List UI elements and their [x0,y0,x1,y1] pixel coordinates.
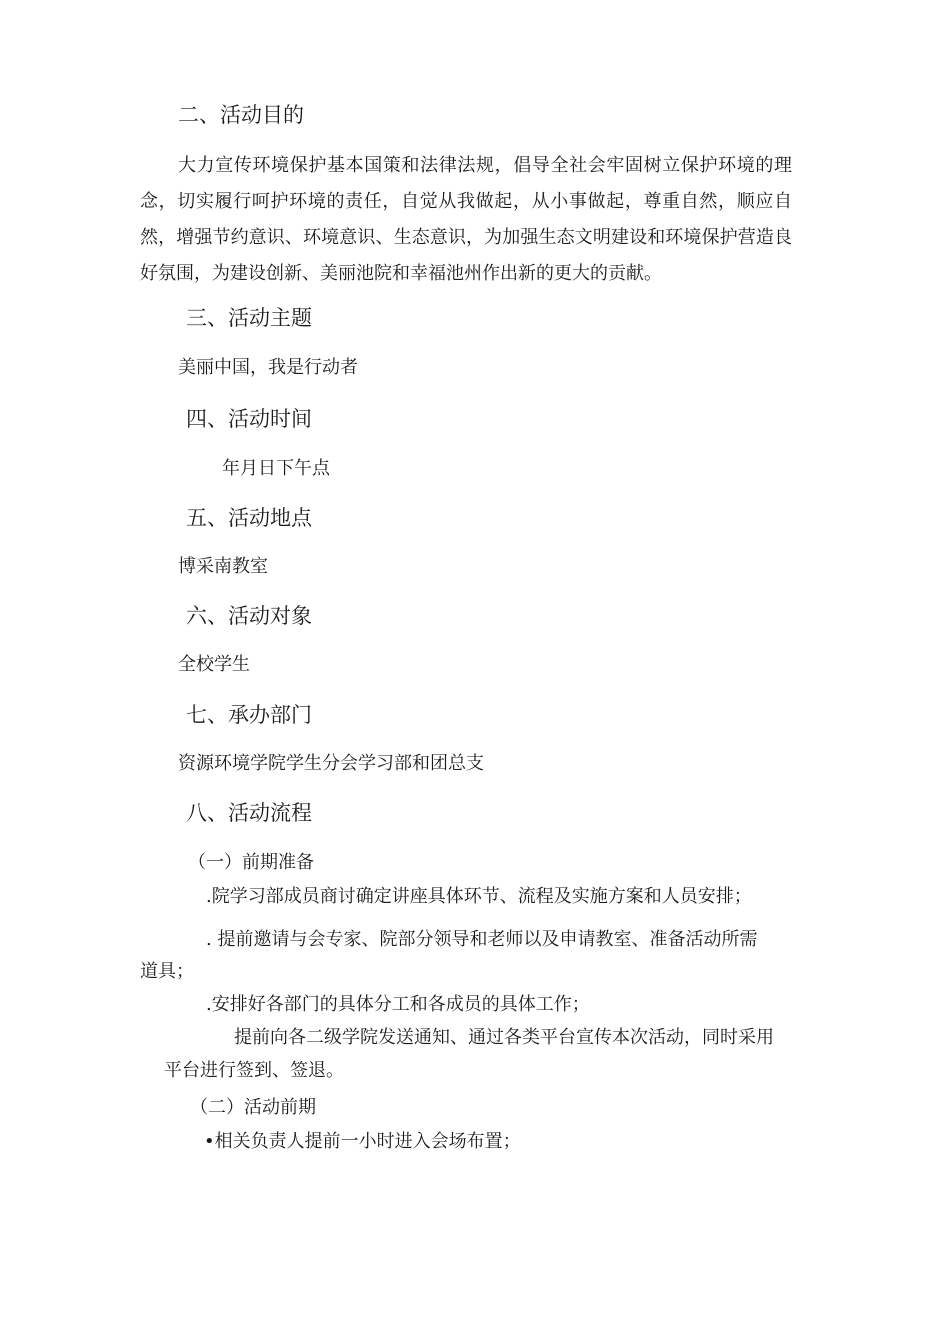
section-body-organizer: 资源环境学院学生分会学习部和团总支 [178,753,484,774]
list-item-continuation: 平台进行签到、签退。 [164,1060,344,1081]
list-item: •相关负责人提前一小时进入会场布置； [204,1131,521,1152]
subheading-early-stage: （二）活动前期 [190,1097,316,1118]
section-heading-audience: 六、活动对象 [186,604,312,628]
list-item-continuation: 道具； [140,961,194,982]
section-heading-purpose: 二、活动目的 [178,103,304,127]
section-body-location: 博采南教室 [178,556,268,577]
list-item: .安排好各部门的具体分工和各成员的具体工作； [206,994,590,1015]
section-heading-time: 四、活动时间 [186,407,312,431]
section-body-time: 年月日下午点 [222,458,330,479]
section-body-theme: 美丽中国，我是行动者 [178,357,358,378]
section-heading-theme: 三、活动主题 [186,306,312,330]
section-heading-process: 八、活动流程 [186,801,312,825]
section-heading-organizer: 七、承办部门 [186,703,312,727]
list-item: . 提前邀请与会专家、院部分领导和老师以及申请教室、准备活动所需 [206,929,758,950]
list-item: .院学习部成员商讨确定讲座具体环节、流程及实施方案和人员安排； [206,886,752,907]
section-body-purpose: 大力宣传环境保护基本国策和法律法规，倡导全社会牢固树立保护环境的理念，切实履行呵护环境的责任，自觉从我做起，从小事做起，尊重自然，顺应自然，增强节约意识、环境意识、生态意识，为加强生态文明建设和环境保护营造良好氛围，为建设创新、美丽池院和幸福池州作出新的更大的贡献。 [140,155,792,284]
list-item: 提前向各二级学院发送通知、通过各类平台宣传本次活动，同时采用 [234,1027,774,1048]
section-heading-location: 五、活动地点 [186,506,312,530]
subheading-preparation: （一）前期准备 [188,852,314,873]
section-body-audience: 全校学生 [178,654,250,675]
